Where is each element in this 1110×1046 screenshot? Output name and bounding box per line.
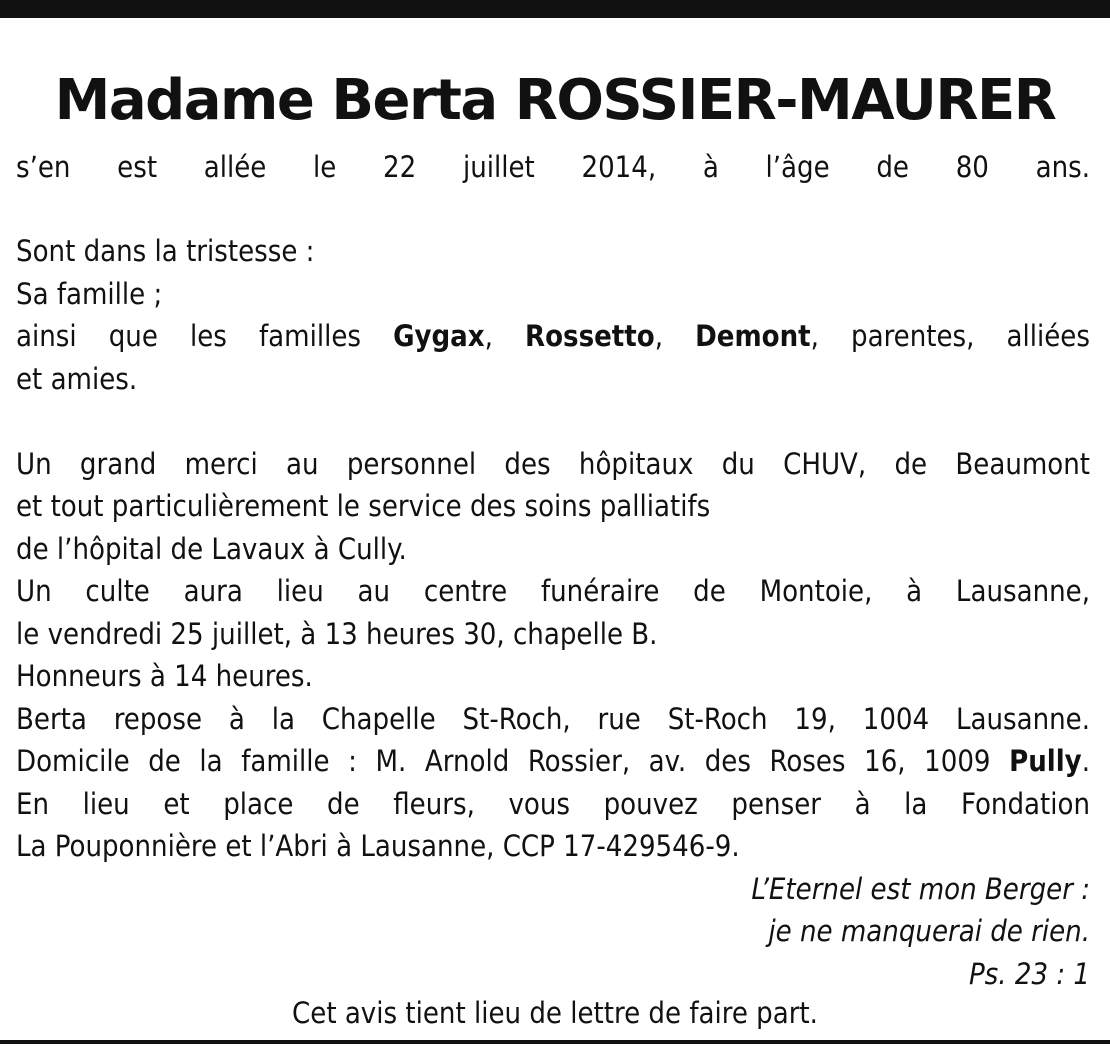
verse-line-2: je ne manquerai de rien. (768, 914, 1090, 948)
thanks-line-1: Un grand merci au personnel des hôpitaux du CHUV, de Beaumont (16, 447, 1090, 481)
donation-line-1: En lieu et place de fleurs, vous pouvez penser à la Fondation (16, 787, 1090, 821)
honours-line: Honneurs à 14 heures. (16, 659, 313, 693)
family-name-rossetto: Rossetto (525, 319, 655, 353)
mourners-end: et amies. (16, 362, 138, 396)
address-line (16, 740, 1090, 782)
family-name-demont: Demont (695, 319, 811, 353)
address-city: Pully (1009, 744, 1082, 778)
comma: , (484, 319, 493, 353)
bottom-border (0, 1040, 1110, 1044)
thanks-line-3: de l’hôpital de Lavaux à Cully. (16, 532, 407, 566)
address-prefix: Domicile de la famille : M. Arnold Rossier, av. des Roses 16, 1009 (16, 744, 991, 778)
family-name-gygax: Gygax (393, 319, 485, 353)
top-border (0, 0, 1110, 18)
verse-line-1: L’Eternel est mon Berger : (751, 872, 1090, 906)
subtitle: s’en est allée le 22 juillet 2014, à l’âge de 80 ans. (16, 150, 1090, 184)
footer-note: Cet avis tient lieu de lettre de faire part. (292, 996, 818, 1030)
families-suffix: , parentes, alliées (810, 319, 1090, 353)
address-end: . (1081, 744, 1090, 778)
comma: , (654, 319, 663, 353)
mourners-family: Sa famille ; (16, 277, 163, 311)
deceased-name: Madame Berta ROSSIER-MAURER (54, 68, 1056, 133)
mourners-families (16, 315, 1090, 357)
families-prefix: ainsi que les familles (16, 319, 361, 353)
thanks-line-2: et tout particulièrement le service des soins palliatifs (16, 489, 711, 523)
donation-line-2: La Pouponnière et l’Abri à Lausanne, CCP 17-429546-9. (16, 829, 740, 863)
ceremony-line-2: le vendredi 25 juillet, à 13 heures 30, chapelle B. (16, 617, 658, 651)
mourners-intro: Sont dans la tristesse : (16, 234, 315, 268)
repose-line: Berta repose à la Chapelle St-Roch, rue St-Roch 19, 1004 Lausanne. (16, 702, 1090, 736)
ceremony-line-1: Un culte aura lieu au centre funéraire de Montoie, à Lausanne, (16, 574, 1090, 608)
verse-reference: Ps. 23 : 1 (968, 957, 1090, 991)
